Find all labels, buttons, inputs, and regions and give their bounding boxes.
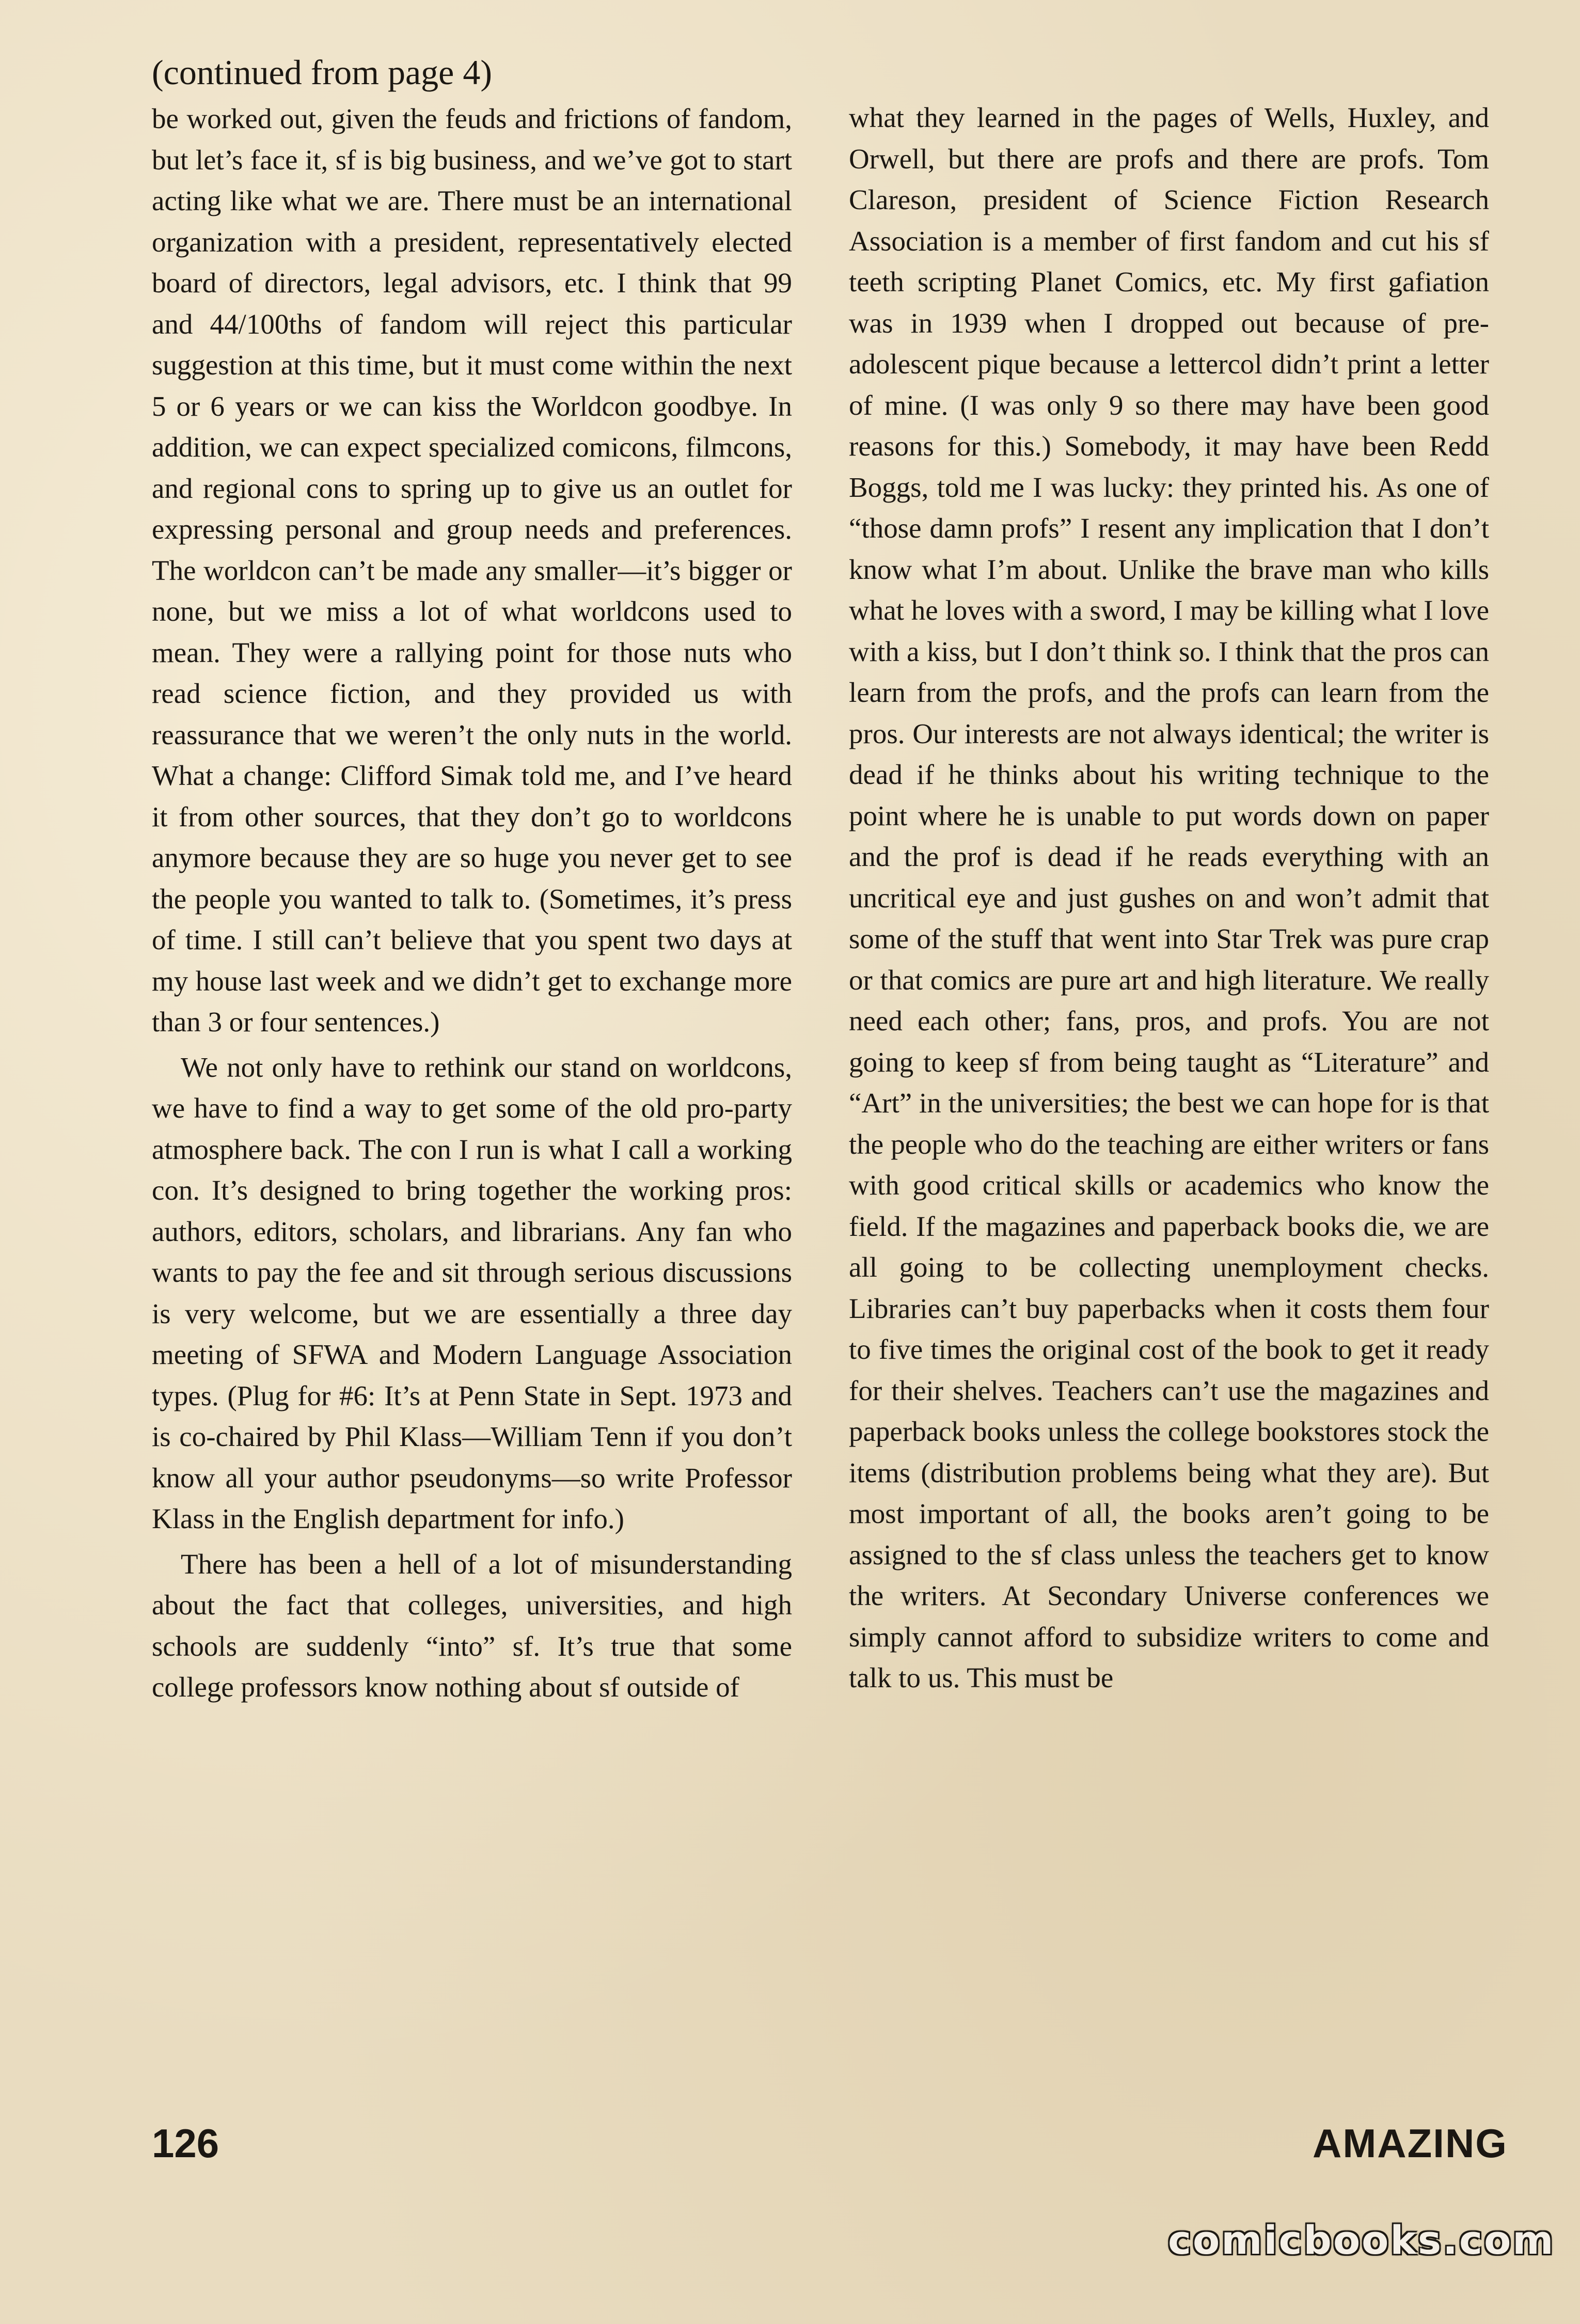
page-number: 126	[152, 2121, 219, 2166]
magazine-name: AMAZING	[1313, 2121, 1508, 2166]
continued-from-header: (continued from page 4)	[152, 53, 492, 92]
left-paragraph-3: There has been a hell of a lot of misunderstanding about the fact that colleges, universities, and high schools are suddenly “into” sf. It’s true that some college professors know nothing about sf outside of	[152, 1548, 792, 1703]
left-column	[152, 98, 792, 1708]
site-watermark: comicbooks.com	[1168, 2217, 1555, 2263]
right-column	[849, 97, 1489, 1699]
right-paragraph: what they learned in the pages of Wells, Huxley, and Orwell, but there are profs and there are profs. Tom Clareson, president of Science Fiction Research Association is a member of first fandom and cut his sf teeth scripting Planet Comics, etc. My first gafiation was in 1939 when I dropped out because of pre-adolescent pique because a lettercol didn’t print a letter of mine. (I was only 9 so there may have been good reasons for this.) Somebody, it may have been Redd Boggs, told me I was lucky: they printed his. As one of “those damn profs” I resent any implication that I don’t know what I’m about. Unlike the brave man who kills what he loves with a sword, I may be killing what I love with a kiss, but I don’t think so. I think that the pros can learn from the profs, and the profs can learn from the pros. Our interests are not always identical; the writer is dead if he thinks about his writing technique to the point where he is unable to put words down on paper and the prof is dead if he reads everything with an uncritical eye and just gushes on and won’t admit that some of the stuff that went into Star Trek was pure crap or that comics are pure art and high literature. We really need each other; fans, pros, and profs. You are not going to keep sf from being taught as “Literature” and “Art” in the universities; the best we can hope for is that the people who do the teaching are either writers or fans with good critical skills or academics who know the field. If the magazines and paperback books die, we are all going to be collecting unemployment checks. Libraries can’t buy paperbacks when it costs them four to five times the original cost of the book to get it ready for their shelves. Teachers can’t use the magazines and paperback books unless the college bookstores stock the items (distribution problems being what they are). But most important of all, the books aren’t going to be assigned to the sf class unless the teachers get to know the writers. At Secondary Universe conferences we simply cannot afford to subsidize writers to come and talk to us. This must be	[849, 102, 1489, 1693]
left-paragraph-2: We not only have to rethink our stand on worldcons, we have to find a way to get some of the old pro-party atmosphere back. The con I run is what I call a working con. It’s designed to bring together the working pros: authors, editors, scholars, and librarians. Any fan who wants to pay the fee and sit through serious discussions is very welcome, but we are essentially a three day meeting of SFWA and Modern Language Association types. (Plug for #6: It’s at Penn State in Sept. 1973 and is co-chaired by Phil Klass—William Tenn if you don’t know all your author pseudonyms—so write Professor Klass in the English department for info.)	[152, 1051, 792, 1534]
left-paragraph-1: be worked out, given the feuds and frictions of fandom, but let’s face it, sf is big business, and we’ve got to start acting like what we are. There must be an international organization with a president, representatively elected board of directors, legal advisors, etc. I think that 99 and 44/100ths of fandom will reject this particular suggestion at this time, but it must come within the next 5 or 6 years or we can kiss the Worldcon goodbye. In addition, we can expect specialized comicons, filmcons, and regional cons to spring up to give us an outlet for expressing personal and group needs and preferences. The worldcon can’t be made any smaller—it’s bigger or none, but we miss a lot of what worldcons used to mean. They were a rallying point for those nuts who read science fiction, and they provided us with reassurance that we weren’t the only nuts in the world. What a change: Clifford Simak told me, and I’ve heard it from other sources, that they don’t go to worldcons anymore because they are so huge you never get to see the people you wanted to talk to. (Sometimes, it’s press of time. I still can’t believe that you spent two days at my house last week and we didn’t get to exchange more than 3 or four sentences.)	[152, 103, 792, 1038]
